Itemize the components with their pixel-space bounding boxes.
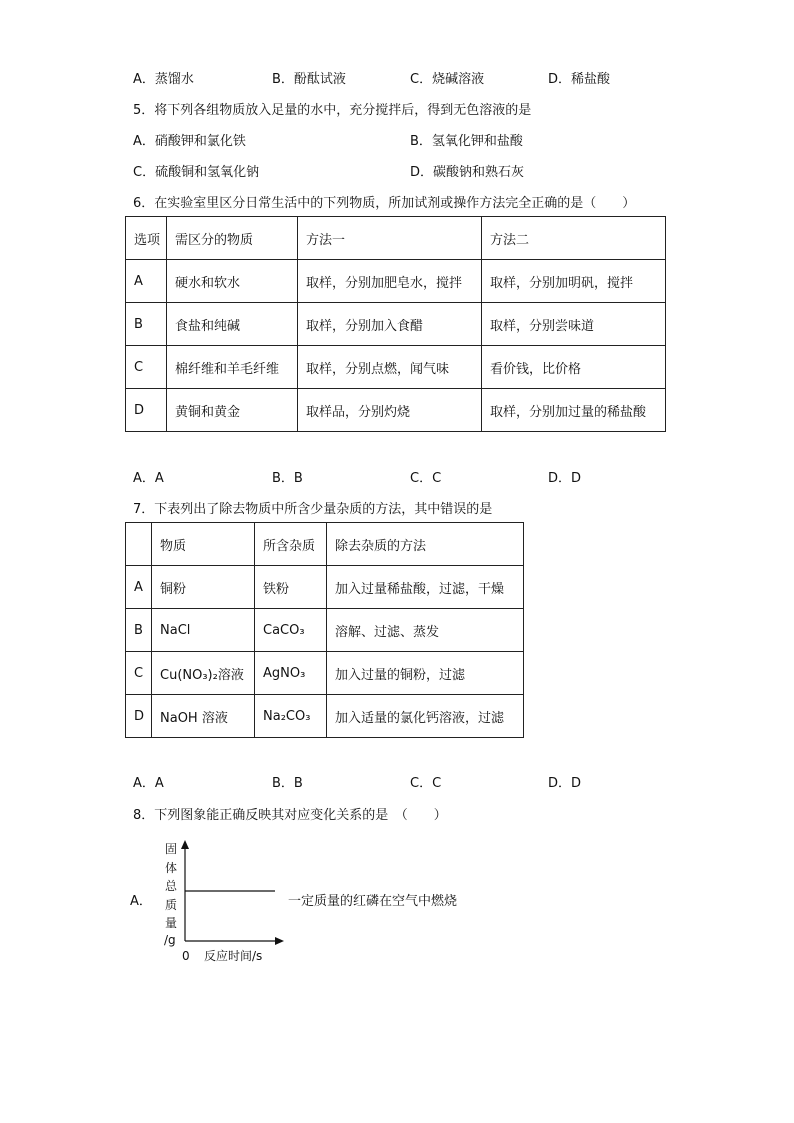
q4-option-a: A．蒸馏水 <box>133 72 194 87</box>
y-axis-arrow-icon <box>181 840 189 849</box>
q6-option-c: C．C <box>410 471 442 486</box>
table-cell: 铜粉 <box>152 566 255 609</box>
table-row <box>126 652 524 695</box>
table-row <box>126 346 666 389</box>
q7-stem: 7．下表列出了除去物质中所含少量杂质的方法，其中错误的是 <box>133 502 493 517</box>
table-row <box>126 609 524 652</box>
q8-stem: 8．下列图象能正确反映其对应变化关系的是 （ ） <box>133 808 447 823</box>
y-axis-label-char: 固 <box>165 842 178 856</box>
table-cell: B <box>126 303 167 346</box>
table-cell: 加入过量的铜粉，过滤 <box>327 652 524 695</box>
table-cell: C <box>126 346 167 389</box>
table-header-cell <box>126 523 152 566</box>
table-header-cell: 物质 <box>152 523 255 566</box>
table-header-cell: 所含杂质 <box>255 523 327 566</box>
q4-option-b: B．酚酞试液 <box>272 72 346 87</box>
table-cell: 棉纤维和羊毛纤维 <box>167 346 298 389</box>
q7-table <box>125 522 524 738</box>
q8-option-a-label: A． <box>130 894 152 909</box>
table-header-row <box>126 523 524 566</box>
table-cell: 加入过量稀盐酸，过滤，干燥 <box>327 566 524 609</box>
table-cell: 铁粉 <box>255 566 327 609</box>
table-cell: NaCl <box>152 609 255 652</box>
origin-label: 0 <box>182 949 190 963</box>
table-row <box>126 303 666 346</box>
table-header-cell: 选项 <box>126 217 167 260</box>
table-row <box>126 389 666 432</box>
y-axis-label-char: 体 <box>165 861 178 875</box>
table-header-row <box>126 217 666 260</box>
table-cell: 取样，分别加过量的稀盐酸 <box>482 389 666 432</box>
table-cell: CaCO₃ <box>255 609 327 652</box>
table-cell: 取样品，分别灼烧 <box>298 389 482 432</box>
table-cell: 取样，分别加入食醋 <box>298 303 482 346</box>
y-axis-label-char: 质 <box>165 898 178 912</box>
table-cell: 取样，分别加明矾，搅拌 <box>482 260 666 303</box>
q4-option-c: C．烧碱溶液 <box>410 72 485 87</box>
q6-option-d: D．D <box>548 471 582 486</box>
table-cell: 溶解、过滤、蒸发 <box>327 609 524 652</box>
table-row <box>126 566 524 609</box>
table-cell: B <box>126 609 152 652</box>
q6-stem: 6．在实验室里区分日常生活中的下列物质，所加试剂或操作方法完全正确的是（ ） <box>133 196 636 211</box>
q5-option-d: D．碳酸钠和熟石灰 <box>410 165 525 180</box>
graph-caption: 一定质量的红磷在空气中燃烧 <box>288 894 458 909</box>
q5-stem: 5．将下列各组物质放入足量的水中，充分搅拌后，得到无色溶液的是 <box>133 103 532 118</box>
y-axis-label-char: /g <box>164 933 176 947</box>
table-cell: AgNO₃ <box>255 652 327 695</box>
q5-option-b: B．氢氧化钾和盐酸 <box>410 134 523 149</box>
table-cell: A <box>126 260 167 303</box>
table-cell: NaOH 溶液 <box>152 695 255 738</box>
q7-option-a: A．A <box>133 776 164 791</box>
q6-table <box>125 216 666 432</box>
y-axis-label-char: 总 <box>165 879 178 893</box>
q7-option-d: D．D <box>548 776 582 791</box>
table-header-cell: 方法一 <box>298 217 482 260</box>
q7-option-b: B．B <box>272 776 303 791</box>
table-cell: 加入适量的氯化钙溶液，过滤 <box>327 695 524 738</box>
table-cell: A <box>126 566 152 609</box>
table-cell: D <box>126 389 167 432</box>
table-cell: Cu(NO₃)₂溶液 <box>152 652 255 695</box>
q5-option-c: C．硫酸铜和氢氧化钠 <box>133 165 260 180</box>
table-cell: 取样，分别加肥皂水，搅拌 <box>298 260 482 303</box>
table-cell: 看价钱，比价格 <box>482 346 666 389</box>
table-cell: Na₂CO₃ <box>255 695 327 738</box>
x-axis-label: 反应时间/s <box>204 949 263 963</box>
q7-option-c: C．C <box>410 776 442 791</box>
q6-option-a: A．A <box>133 471 164 486</box>
table-row <box>126 695 524 738</box>
q8-graph-svg <box>130 838 490 968</box>
table-header-cell: 需区分的物质 <box>167 217 298 260</box>
table-cell: C <box>126 652 152 695</box>
x-axis-arrow-icon <box>275 937 284 945</box>
table-cell: 取样，分别点燃，闻气味 <box>298 346 482 389</box>
table-row <box>126 260 666 303</box>
table-cell: D <box>126 695 152 738</box>
q6-option-b: B．B <box>272 471 303 486</box>
table-cell: 食盐和纯碱 <box>167 303 298 346</box>
table-header-cell: 除去杂质的方法 <box>327 523 524 566</box>
table-cell: 黄铜和黄金 <box>167 389 298 432</box>
y-axis-label-char: 量 <box>165 916 178 930</box>
table-cell: 硬水和软水 <box>167 260 298 303</box>
table-cell: 取样，分别尝味道 <box>482 303 666 346</box>
q4-option-d: D．稀盐酸 <box>548 72 611 87</box>
table-header-cell: 方法二 <box>482 217 666 260</box>
q8-option-a-graph <box>130 838 490 972</box>
q5-option-a: A．硝酸钾和氯化铁 <box>133 134 246 149</box>
